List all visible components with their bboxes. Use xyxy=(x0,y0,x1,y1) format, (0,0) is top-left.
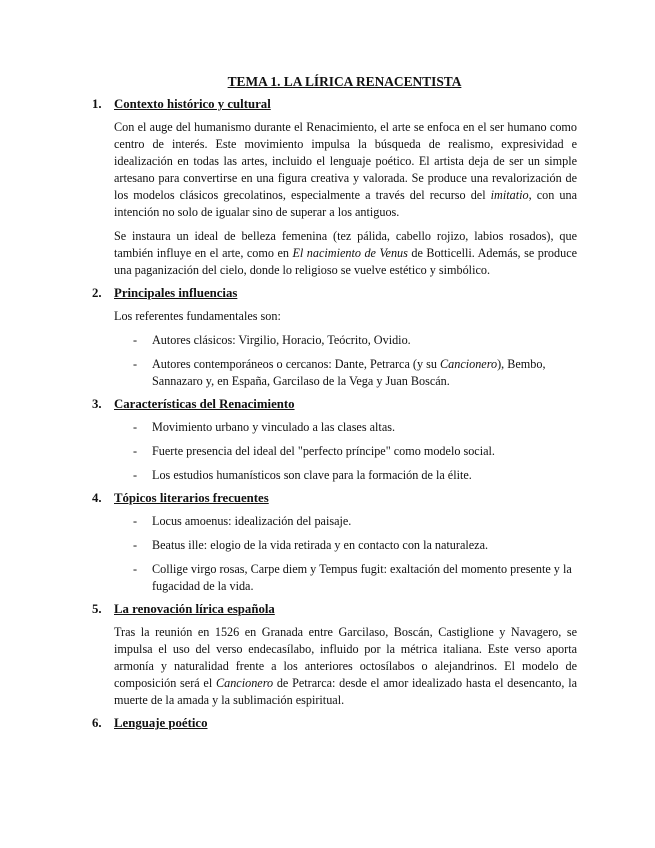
list-item xyxy=(133,356,577,390)
section-heading xyxy=(92,491,577,506)
section-number: 1. xyxy=(92,97,102,111)
section-title: Principales influencias xyxy=(114,286,238,300)
paragraph xyxy=(114,228,577,279)
section-number: 2. xyxy=(92,286,102,300)
list-item xyxy=(133,443,577,460)
section-title: Tópicos literarios frecuentes xyxy=(114,491,269,505)
section-renovation xyxy=(92,602,577,709)
dash-bullet: - xyxy=(133,333,138,347)
bullet-list xyxy=(92,419,577,484)
section-poetic-language xyxy=(92,716,577,731)
text-run: Los estudios humanísticos son clave para la formación de la élite. xyxy=(152,468,472,482)
section-number: 6. xyxy=(92,716,102,730)
section-heading xyxy=(92,286,577,301)
dash-bullet: - xyxy=(133,538,138,552)
list-item xyxy=(133,332,577,349)
paragraph xyxy=(114,119,577,221)
section-heading xyxy=(92,716,577,731)
list-item xyxy=(133,561,577,595)
italic-title: Cancionero xyxy=(215,676,274,690)
section-title: La renovación lírica española xyxy=(114,602,275,616)
dash-bullet: - xyxy=(133,357,138,371)
paragraph xyxy=(114,624,577,709)
text-run: de Petrarca: desde el amor idealizado hasta el desencanto, la muerte de la amada y la sublimación espiritual. xyxy=(114,676,577,707)
text-run: Autores contemporáneos o cercanos: Dante, Petrarca (y su xyxy=(152,357,440,371)
bullet-list xyxy=(92,332,577,390)
section-characteristics xyxy=(92,397,577,484)
section-number: 5. xyxy=(92,602,102,616)
text-run: Tras la reunión en 1526 en Granada entre Garcilaso, Boscán, Castiglione y Navagero, se impulsa el uso del verso endecasílabo, influido por la métrica italiana. Este verso aporta armonía y naturalidad frente a los anteriores octosílabos o alejandrinos. El modelo de composición será el xyxy=(114,625,577,690)
section-number: 4. xyxy=(92,491,102,505)
section-context xyxy=(92,97,577,279)
section-heading xyxy=(92,602,577,617)
list-item xyxy=(133,513,577,530)
section-heading xyxy=(92,97,577,112)
text-run: Fuerte presencia del ideal del "perfecto príncipe" como modelo social. xyxy=(152,444,495,458)
paragraph: Los referentes fundamentales son: xyxy=(114,309,281,323)
text-run: Locus amoenus: idealización del paisaje. xyxy=(152,514,352,528)
text-run: Movimiento urbano y vinculado a las clases altas. xyxy=(152,420,396,434)
text-run: de Botticelli. Además, se produce una paganización del cielo, donde lo religioso se vuelve estético y simbólico. xyxy=(114,246,578,277)
section-influences xyxy=(92,286,577,390)
dash-bullet: - xyxy=(133,420,138,434)
dash-bullet: - xyxy=(133,468,138,482)
section-title: Lenguaje poético xyxy=(114,716,208,730)
list-item xyxy=(133,467,577,484)
section-number: 3. xyxy=(92,397,102,411)
section-topics xyxy=(92,491,577,595)
bullet-list xyxy=(92,513,577,595)
section-heading xyxy=(92,397,577,412)
text-run: Beatus ille: elogio de la vida retirada y en contacto con la naturaleza. xyxy=(152,538,489,552)
italic-title: Cancionero xyxy=(440,357,498,371)
text-run: Se instaura un ideal de belleza femenina (tez pálida, cabello rojizo, labios rosados), que también influye en el arte, como en xyxy=(114,229,577,260)
text-run: Collige virgo rosas, Carpe diem y Tempus fugit: exaltación del momento presente y la fugacidad de la vida. xyxy=(152,562,572,593)
list-item xyxy=(133,419,577,436)
italic-term: imitatio xyxy=(490,188,529,202)
dash-bullet: - xyxy=(133,444,138,458)
section-title: Características del Renacimiento xyxy=(114,397,295,411)
text-run: Con el auge del humanismo durante el Renacimiento, el arte se enfoca en el ser humano como centro de interés. Este movimiento impulsa la búsqueda de realismo, expresividad e idealización en todas las artes, incluido el lenguaje poético. El artista deja de ser un simple artesano para convertirse en una figura creativa y valorada. Se produce una revalorización de los modelos clásicos grecolatinos, especialmente a través del recurso del xyxy=(114,120,577,202)
dash-bullet: - xyxy=(133,562,138,576)
text-run: ), Bembo, Sannazaro y, en España, Garcilaso de la Vega y Juan Boscán. xyxy=(152,357,546,388)
text-run: Autores clásicos: Virgilio, Horacio, Teócrito, Ovidio. xyxy=(152,333,411,347)
dash-bullet: - xyxy=(133,514,138,528)
italic-title: El nacimiento de Venus xyxy=(292,246,408,260)
section-title: Contexto histórico y cultural xyxy=(114,97,271,111)
text-run: , con una intención no solo de igualar sino de superar a los antiguos. xyxy=(114,188,577,219)
document-title: TEMA 1. LA LÍRICA RENACENTISTA xyxy=(227,74,462,89)
list-item xyxy=(133,537,577,554)
